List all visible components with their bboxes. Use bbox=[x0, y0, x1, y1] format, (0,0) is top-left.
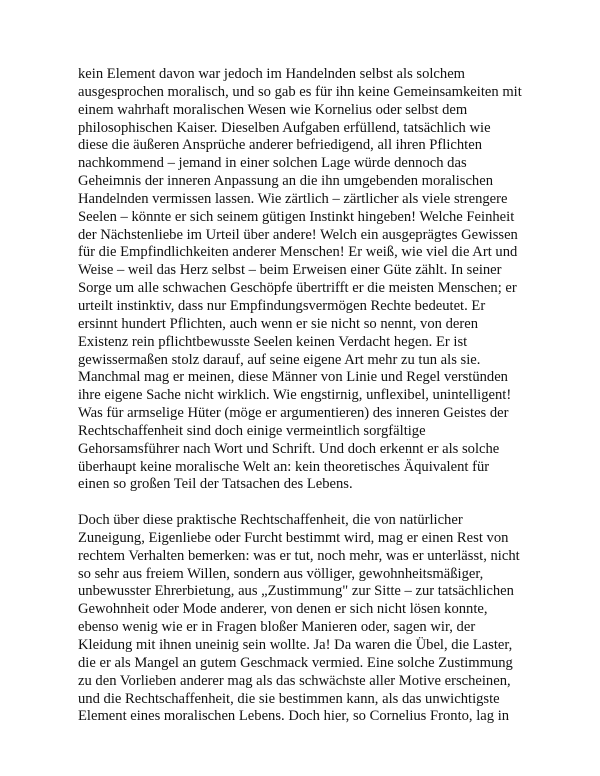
text-line: ausgesprochen moralisch, und so gab es für ihn keine Gemeinsamkeiten mit bbox=[78, 83, 522, 100]
text-line: Gehorsamsführer nach Wort und Schrift. Und doch erkennt er als solche bbox=[78, 440, 500, 457]
text-line: urteilt instinktiv, dass nur Empfindungsvermögen Rechte bedeutet. Er bbox=[78, 297, 486, 314]
text-line: der Nächstenliebe im Urteil über andere! Welch ein ausgeprägtes Gewissen bbox=[78, 226, 518, 243]
text-line: die er als Mangel an gutem Geschmack vermied. Eine solche Zustimmung bbox=[78, 654, 513, 671]
text-line: Rechtschaffenheit sind doch einige vermeintlich sorgfältige bbox=[78, 422, 426, 439]
text-line: ebenso wenig wie er in Fragen bloßer Manieren oder, sagen wir, der bbox=[78, 619, 476, 636]
text-line: Handelnden vermissen lassen. Wie zärtlich – zärtlicher als viele strengere bbox=[78, 190, 508, 207]
text-line: kein Element davon war jedoch im Handelnden selbst als solchem bbox=[78, 66, 466, 82]
text-line: Kleidung mit ihnen uneinig sein wollte. Ja! Da waren die Übel, die Laster, bbox=[78, 637, 513, 653]
text-line: einen so großen Teil der Tatsachen des Lebens. bbox=[78, 476, 353, 493]
text-line: und die Rechtschaffenheit, die sie bestimmen kann, als das unwichtigste bbox=[78, 690, 500, 707]
paragraph-2 bbox=[78, 512, 538, 726]
text-line: Existenz rein pflichtbewusste Seelen keinen Verdacht hegen. Er ist bbox=[78, 333, 468, 350]
text-line: Gewohnheit oder Mode anderer, von denen er sich nicht lösen konnte, bbox=[78, 601, 488, 618]
text-line: Sorge um alle schwachen Geschöpfe übertrifft er die meisten Menschen; er bbox=[78, 280, 517, 297]
text-line: rechtem Verhalten bemerken: was er tut, noch mehr, was er unterlässt, nicht bbox=[78, 547, 520, 564]
paragraph-1 bbox=[78, 66, 538, 494]
text-line: überhaupt keine moralische Welt an: kein theoretisches Äquivalent für bbox=[78, 458, 490, 475]
text-line: Doch über diese praktische Rechtschaffenheit, die von natürlicher bbox=[78, 512, 463, 529]
text-line: einem wahrhaft moralischen Wesen wie Kornelius oder selbst dem bbox=[78, 101, 468, 118]
text-line: Weise – weil das Herz selbst – beim Erweisen einer Güte zählt. In seiner bbox=[78, 262, 502, 279]
document-page bbox=[78, 66, 538, 726]
text-line: ihre eigene Sache nicht wirklich. Wie engstirnig, unflexibel, unintelligent! bbox=[78, 387, 512, 404]
text-line: unbewusster Ehrerbietung, aus „Zustimmung" zur Sitte – zur tatsächlichen bbox=[78, 583, 514, 600]
text-line: ersinnt hundert Pflichten, auch wenn er sie nicht so nennt, von deren bbox=[78, 315, 479, 332]
text-line: philosophischen Kaiser. Dieselben Aufgaben erfüllend, tatsächlich wie bbox=[78, 119, 491, 136]
text-line: Zuneigung, Eigenliebe oder Furcht bestimmt wird, mag er einen Rest von bbox=[78, 529, 509, 546]
text-line: diese die äußeren Ansprüche anderer befriedigend, all ihren Pflichten bbox=[78, 137, 482, 154]
text-line: Element eines moralischen Lebens. Doch hier, so Cornelius Fronto, lag in bbox=[78, 708, 510, 725]
text-line: Was für armselige Hüter (möge er argumentieren) des inneren Geistes der bbox=[78, 405, 509, 422]
text-line: Geheimnis der inneren Anpassung an die ihn umgebenden moralischen bbox=[78, 173, 494, 190]
text-line: zu den Vorlieben anderer mag als das schwächste aller Motive erscheinen, bbox=[78, 672, 511, 689]
text-line: nachkommend – jemand in einer solchen Lage würde dennoch das bbox=[78, 155, 467, 172]
text-line: Manchmal mag er meinen, diese Männer von Linie und Regel verstünden bbox=[78, 369, 508, 386]
text-line: für die Empfindlichkeiten anderer Menschen! Er weiß, wie viel die Art und bbox=[78, 244, 518, 261]
text-line: Seelen – könnte er sich seinem gütigen Instinkt hingeben! Welche Feinheit bbox=[78, 208, 515, 225]
text-line: gewissermaßen stolz darauf, auf seine eigene Art mehr zu tun als sie. bbox=[78, 351, 481, 368]
text-line: so sehr aus freiem Willen, sondern aus völliger, gewohnheitsmäßiger, bbox=[78, 565, 484, 582]
